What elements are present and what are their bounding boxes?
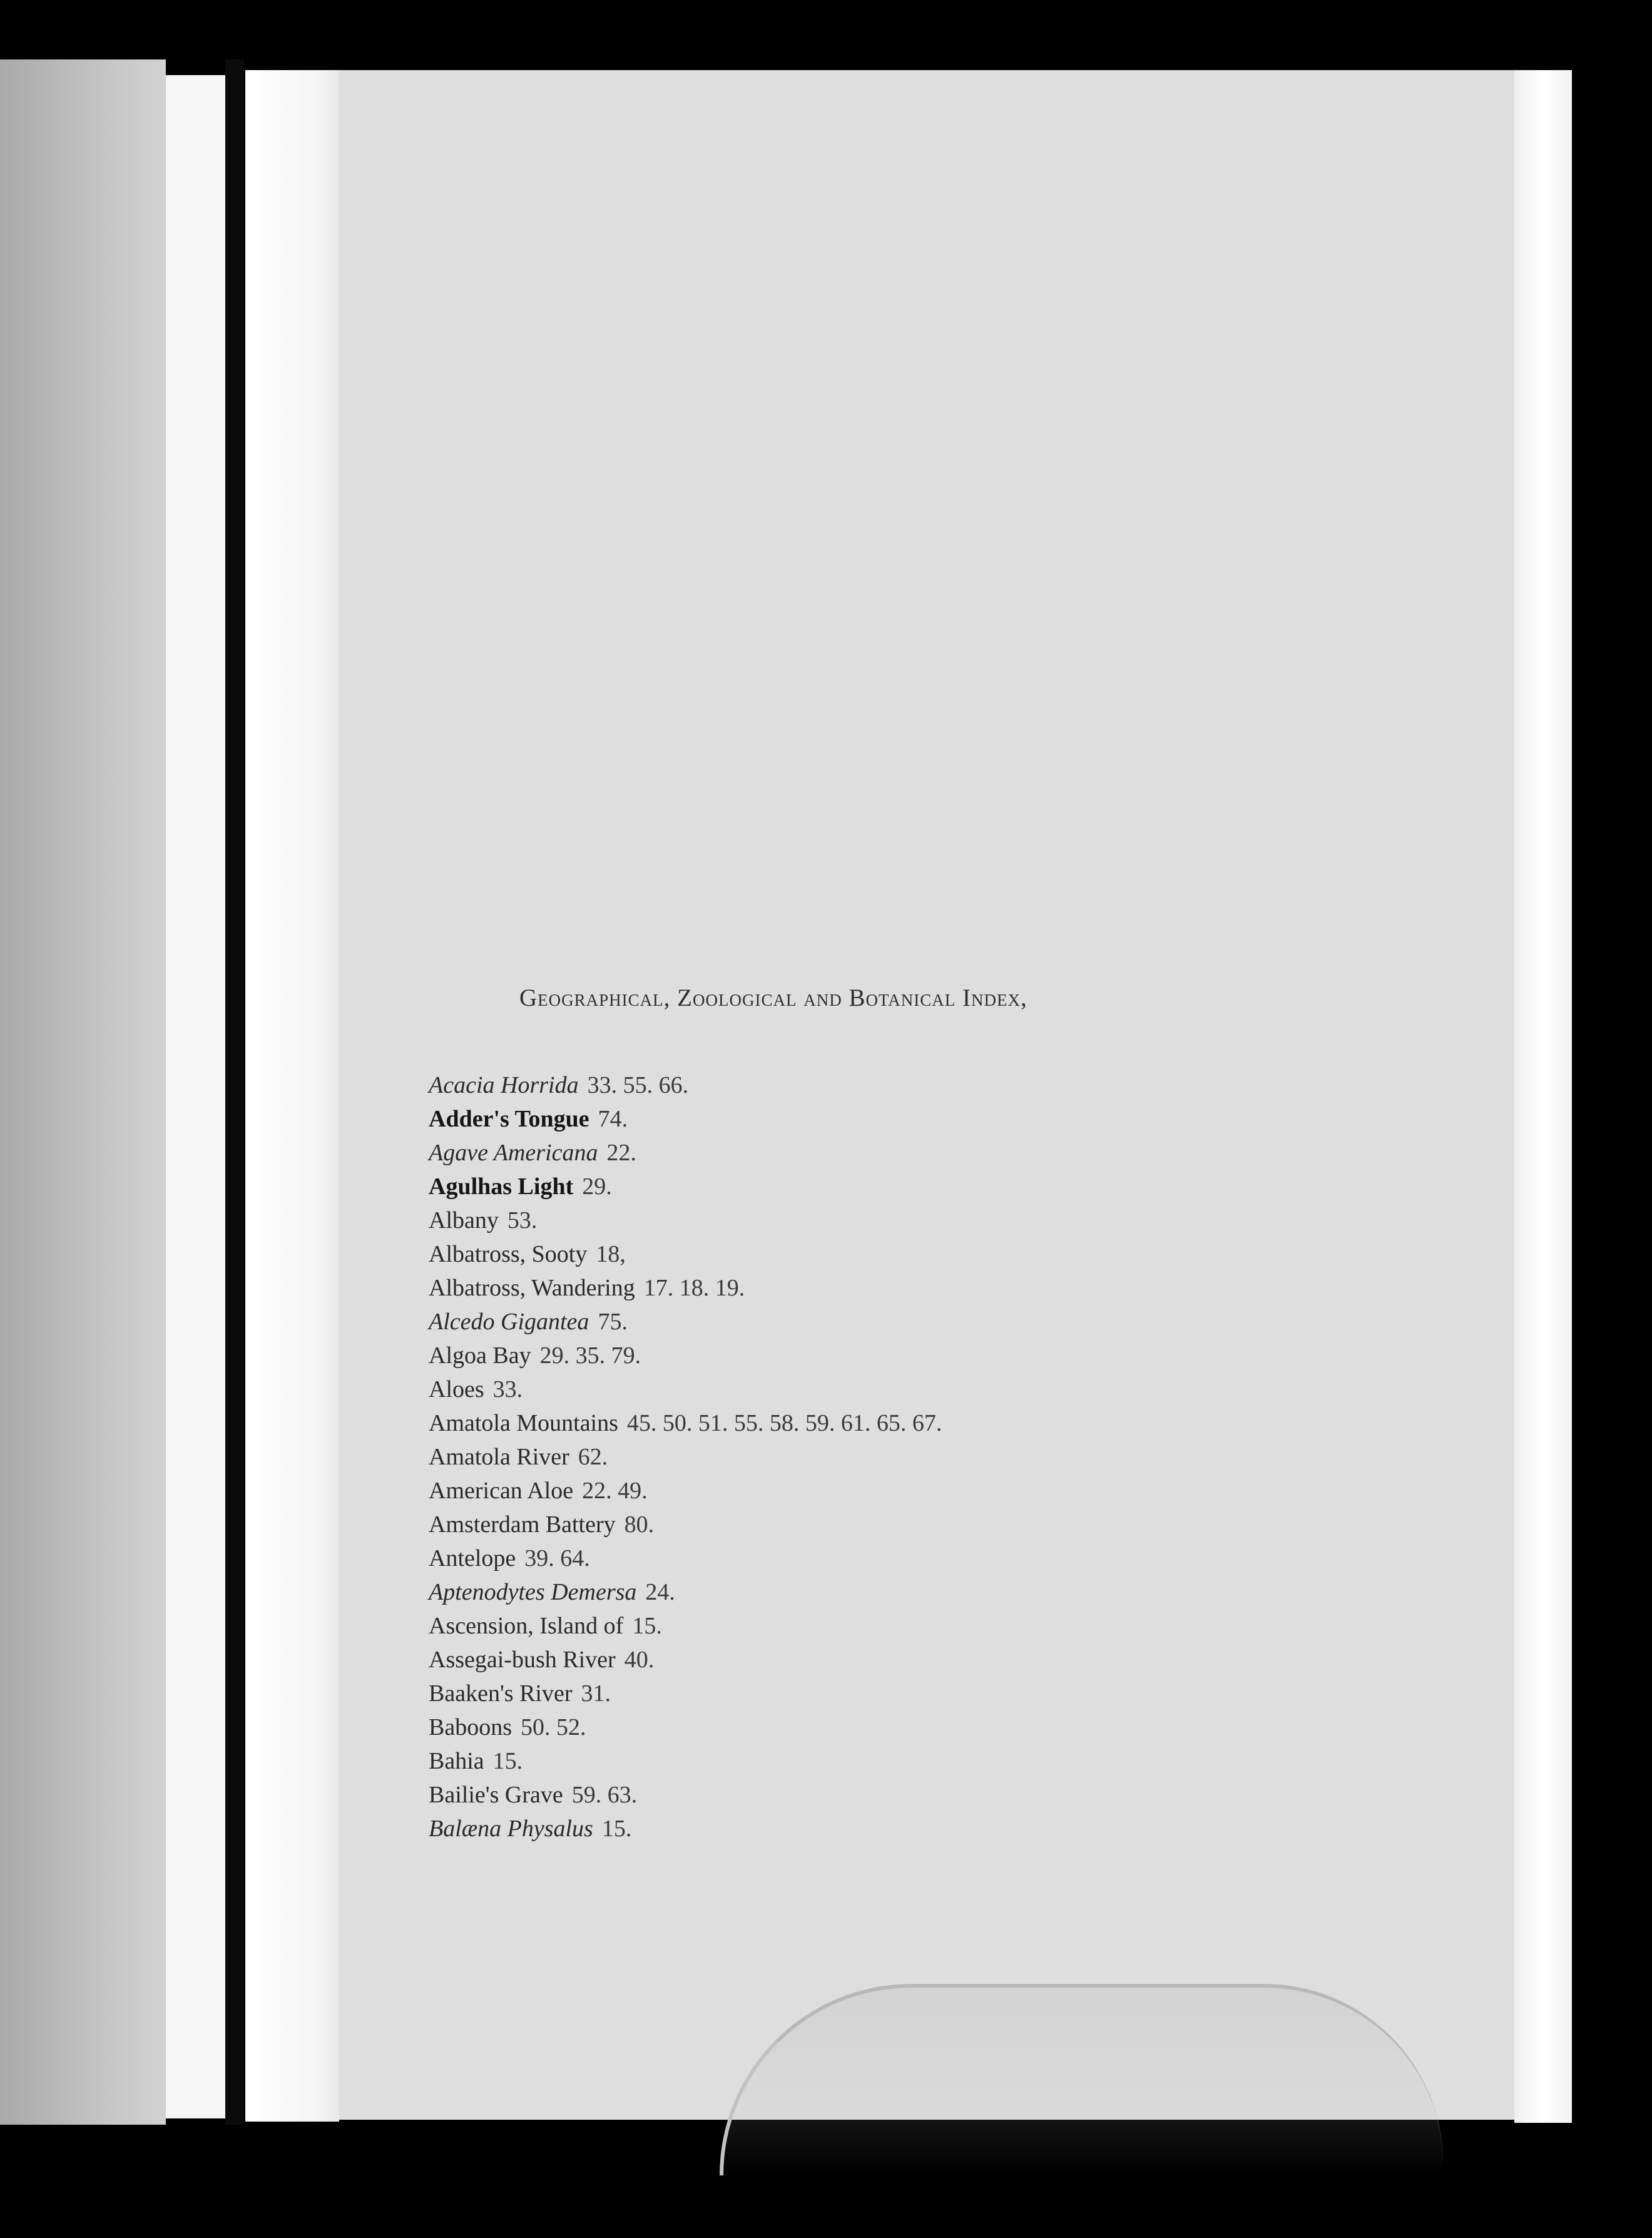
- index-entry: [429, 1609, 1180, 1643]
- index-entry: [429, 1136, 1180, 1170]
- index-entry-name: Baaken's River: [429, 1680, 573, 1707]
- index-entry-list: [429, 1068, 1180, 1846]
- index-entry-name: Albatross, Sooty: [429, 1241, 588, 1267]
- index-entry-name: Assegai-bush River: [429, 1647, 616, 1673]
- index-entry: [429, 1271, 1180, 1305]
- index-entry-name: American Aloe: [429, 1478, 574, 1504]
- index-entry-pages: 50. 52.: [521, 1714, 586, 1740]
- index-entry-pages: 39. 64.: [524, 1545, 590, 1571]
- index-entry: [429, 1710, 1180, 1744]
- index-entry-pages: 18,: [596, 1241, 626, 1267]
- index-entry-name: Acacia Horrida: [429, 1072, 579, 1098]
- previous-page: [0, 59, 166, 2125]
- index-entry-pages: 22.: [606, 1140, 636, 1166]
- index-entry-pages: 15.: [601, 1816, 632, 1842]
- index-entry-name: Agave Americana: [429, 1140, 598, 1166]
- index-entry-name: Amsterdam Battery: [429, 1511, 616, 1538]
- index-entry-pages: 17. 18. 19.: [643, 1275, 745, 1301]
- index-entry: [429, 1677, 1180, 1710]
- index-entry-name: Aptenodytes Demersa: [429, 1579, 637, 1605]
- index-entry-name: Agulhas Light: [429, 1173, 574, 1200]
- index-entry: [429, 1068, 1180, 1102]
- index-entry: [429, 1575, 1180, 1609]
- index-entry-name: Bailie's Grave: [429, 1782, 563, 1808]
- index-entry: [429, 1203, 1180, 1237]
- index-entry: [429, 1778, 1180, 1812]
- index-entry: [429, 1339, 1180, 1372]
- index-entry-name: Albatross, Wandering: [429, 1275, 635, 1301]
- index-entry-pages: 75.: [598, 1309, 628, 1335]
- index-entry-pages: 15.: [632, 1613, 662, 1639]
- index-entry-pages: 74.: [598, 1106, 628, 1132]
- index-entry: [429, 1170, 1180, 1203]
- index-entry-pages: 40.: [624, 1647, 655, 1673]
- index-entry-pages: 80.: [624, 1511, 655, 1538]
- index-entry: [429, 1440, 1180, 1474]
- index-entry: [429, 1541, 1180, 1575]
- index-entry-name: Adder's Tongue: [429, 1106, 589, 1132]
- index-entry-name: Amatola River: [429, 1444, 569, 1470]
- index-entry-name: Alcedo Gigantea: [429, 1309, 589, 1335]
- index-entry-name: Antelope: [429, 1545, 516, 1571]
- index-entry-pages: 33.: [492, 1376, 523, 1403]
- index-entry: [429, 1508, 1180, 1541]
- book-gutter: [225, 59, 244, 2125]
- index-entry: [429, 1643, 1180, 1677]
- index-entry-pages: 29. 35. 79.: [539, 1342, 641, 1369]
- index-entry-pages: 45. 50. 51. 55. 58. 59. 61. 65. 67.: [626, 1410, 942, 1436]
- index-entry-name: Aloes: [429, 1376, 484, 1403]
- index-entry-pages: 15.: [492, 1748, 523, 1774]
- index-entry-name: Balæna Physalus: [429, 1816, 593, 1842]
- index-entry-name: Baboons: [429, 1714, 512, 1740]
- index-entry-pages: 53.: [507, 1207, 538, 1234]
- index-entry: [429, 1812, 1180, 1846]
- index-entry-pages: 29.: [582, 1173, 612, 1200]
- index-entry-name: Bahia: [429, 1748, 484, 1774]
- index-entry: [429, 1305, 1180, 1339]
- index-entry-name: Albany: [429, 1207, 499, 1234]
- page-left-margin: [245, 70, 339, 2122]
- index-title: Geographical, Zoological and Botanical Index,: [519, 984, 1027, 1011]
- index-entry: [429, 1406, 1180, 1440]
- page-stain: [720, 1984, 1443, 2175]
- index-entry-pages: 31.: [581, 1680, 611, 1707]
- index-entry-name: Algoa Bay: [429, 1342, 531, 1369]
- index-entry: [429, 1237, 1180, 1271]
- index-entry: [429, 1372, 1180, 1406]
- index-entry-name: Amatola Mountains: [429, 1410, 618, 1436]
- index-entry: [429, 1474, 1180, 1508]
- index-entry-pages: 59. 63.: [571, 1782, 638, 1808]
- index-entry-pages: 33. 55. 66.: [587, 1072, 689, 1098]
- index-entry-pages: 62.: [578, 1444, 608, 1470]
- index-entry-pages: 22. 49.: [582, 1478, 648, 1504]
- index-entry: [429, 1102, 1180, 1136]
- index-entry-name: Ascension, Island of: [429, 1613, 624, 1639]
- index-entry: [429, 1744, 1180, 1778]
- page-right-edge: [1514, 70, 1572, 2123]
- index-entry-pages: 24.: [645, 1579, 675, 1605]
- previous-page-edge: [166, 75, 225, 2118]
